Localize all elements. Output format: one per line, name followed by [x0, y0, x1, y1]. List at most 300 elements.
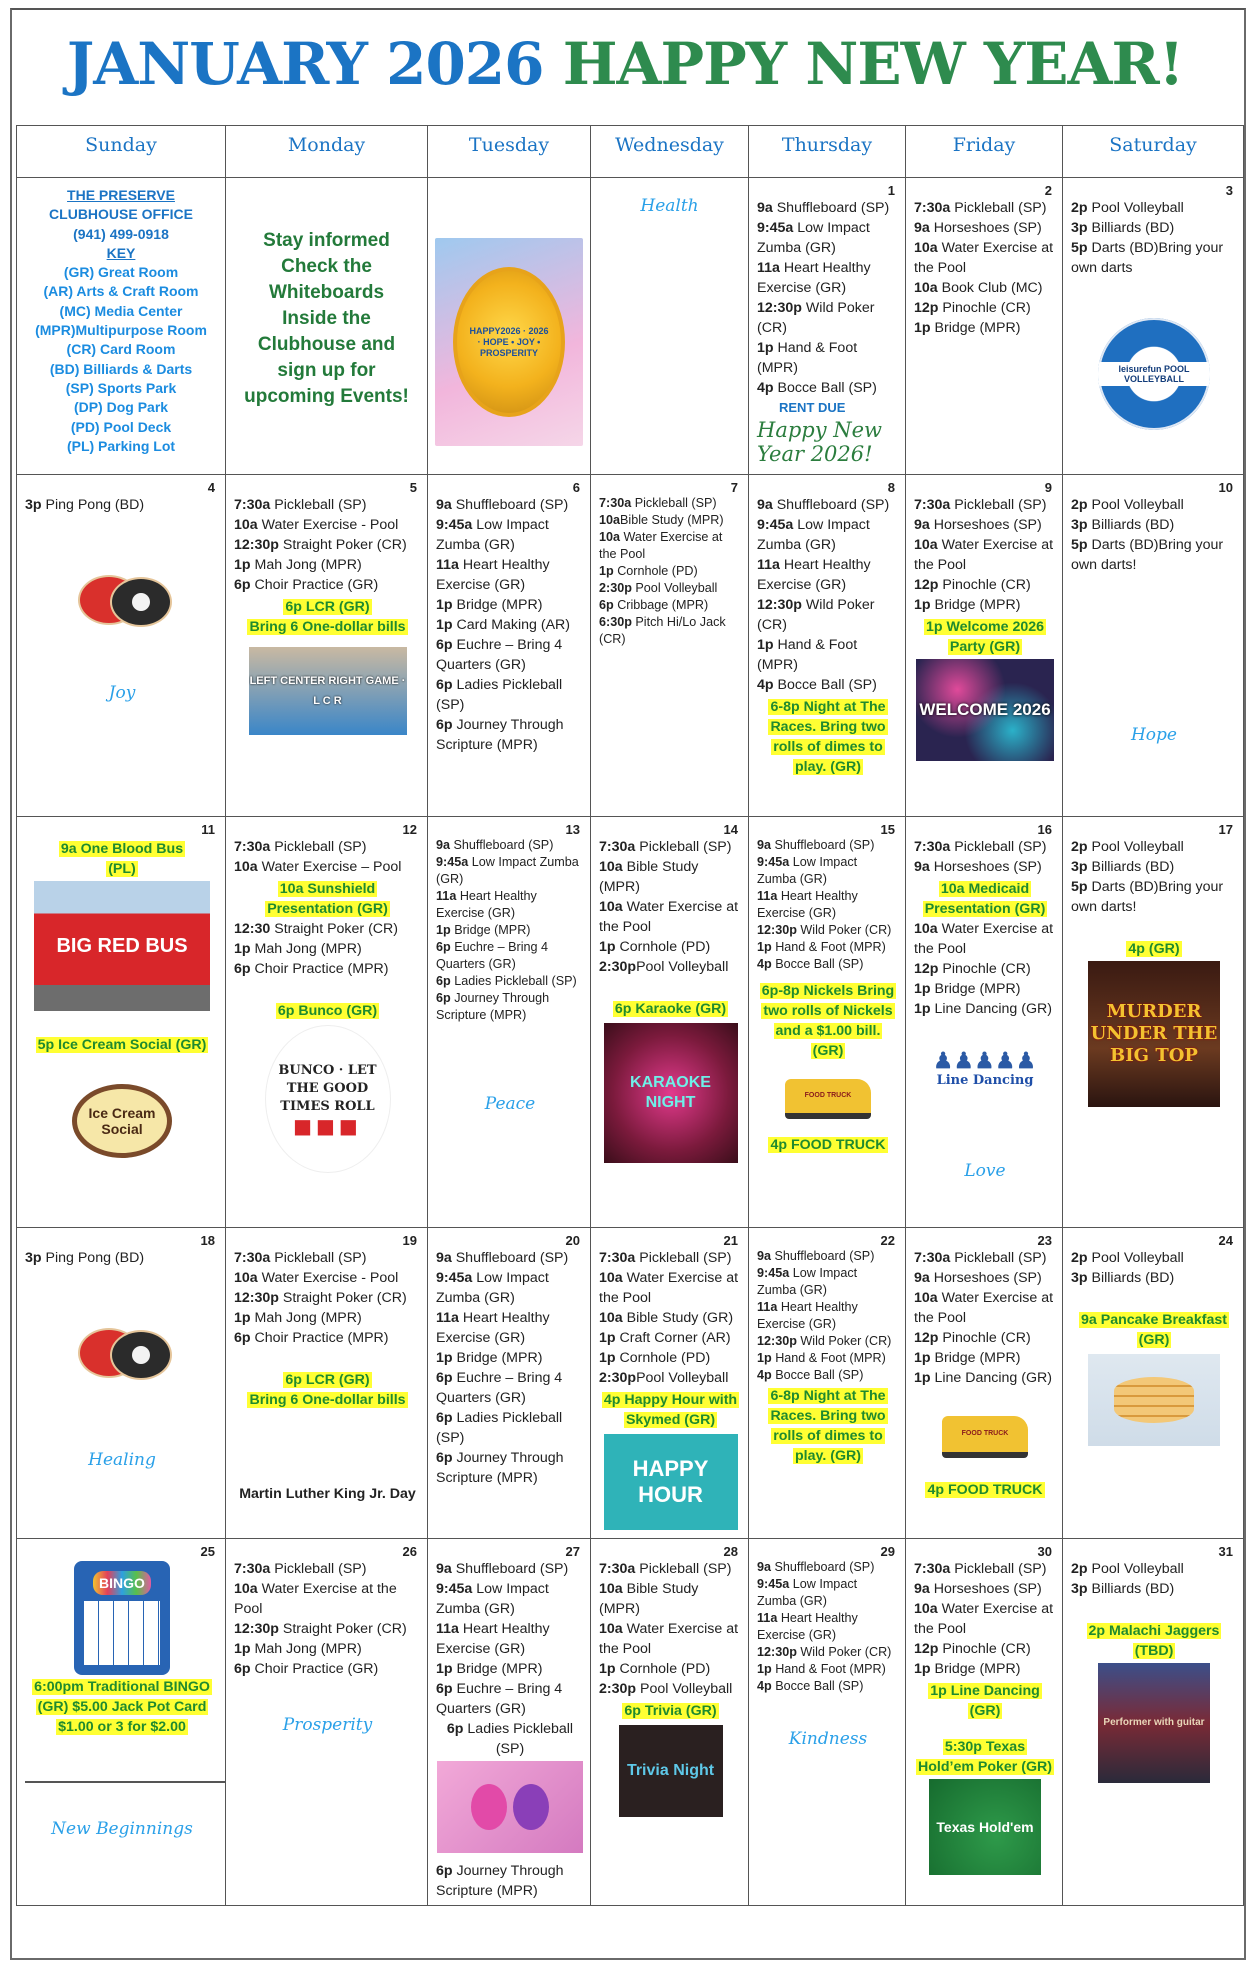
event-time: 1p	[599, 939, 616, 955]
event-title: Line Dancing (GR)	[930, 1370, 1052, 1386]
event-time: 10a	[599, 1581, 623, 1597]
event-time: 6p	[234, 1661, 251, 1677]
event-time: 10a	[599, 513, 621, 527]
event-list	[914, 198, 1056, 338]
event-title: Bocce Ball (SP)	[771, 957, 864, 971]
event-time: 1p	[914, 1001, 931, 1017]
event-item	[914, 495, 1056, 515]
event-item	[436, 1619, 584, 1659]
event-list	[25, 1248, 219, 1268]
event-title: Pickleball (SP)	[631, 496, 717, 510]
day-cell-2[interactable]	[906, 178, 1063, 475]
event-item	[234, 939, 421, 959]
event-item	[757, 888, 899, 922]
coin-text: HAPPY2026 · 2026 · HOPE • JOY • PROSPERITY	[469, 325, 549, 358]
title-month: JANUARY 2026	[66, 30, 544, 98]
event-title: Hand & Foot (MPR)	[771, 1351, 886, 1365]
day-cell-8[interactable]	[749, 475, 906, 817]
event-item	[914, 999, 1056, 1019]
event-item	[1071, 877, 1237, 917]
event-time: 2:30p	[599, 1681, 637, 1697]
happy-hour-image: HAPPY HOUR	[604, 1434, 738, 1530]
event-time: 6p	[234, 1330, 251, 1346]
event-item	[1071, 198, 1237, 218]
event-item	[436, 1659, 584, 1679]
highlighted-event: 6p-8p Nickels Bring two rolls of Nickels and a $1.00 bill. (GR)	[761, 983, 895, 1059]
event-time: 12:30p	[757, 1645, 797, 1659]
day-cell-3[interactable]	[1063, 178, 1244, 475]
event-item	[1071, 218, 1237, 238]
event-item	[1071, 857, 1237, 877]
event-time: 6p	[436, 717, 453, 733]
event-list	[436, 837, 584, 1024]
event-time: 9a	[757, 497, 773, 513]
event-item	[436, 1348, 584, 1368]
day-cell-10[interactable]	[1063, 475, 1244, 817]
day-cell-15[interactable]	[749, 817, 906, 1228]
event-title: Water Exercise at the Pool	[914, 1290, 1054, 1326]
highlighted-event: 2p Malachi Jaggers (TBD)	[1088, 1623, 1220, 1659]
event-title: Hand & Foot (MPR)	[771, 1662, 886, 1676]
event-item	[1071, 495, 1237, 515]
event-title: Euchre – Bring 4 Quarters (GR)	[436, 940, 549, 971]
event-time: 10a	[599, 530, 621, 544]
event-time: 3p	[25, 1250, 42, 1266]
day-number: 26	[402, 1544, 417, 1559]
event-time: 9a	[436, 497, 452, 513]
event-title: Bridge (MPR)	[452, 1661, 543, 1677]
lcr-game-image: LEFT CENTER RIGHT GAME · L C R	[249, 647, 407, 735]
event-time: 2:30p	[599, 581, 632, 595]
day-cell-14[interactable]	[591, 817, 749, 1228]
event-item	[436, 939, 584, 973]
event-item	[436, 888, 584, 922]
word-prosperity: Prosperity	[282, 1715, 373, 1735]
event-title: Bridge (MPR)	[930, 1661, 1021, 1677]
event-item	[599, 1328, 742, 1348]
event-time: 11a	[757, 260, 780, 276]
event-time: 12:30p	[234, 537, 279, 553]
event-title: Pickleball (SP)	[635, 1250, 732, 1266]
day-number: 25	[200, 1544, 215, 1559]
event-time: 6p	[436, 991, 451, 1005]
event-item	[436, 1861, 584, 1901]
event-title: Low Impact Zumba (GR)	[436, 517, 549, 553]
event-item	[914, 1368, 1056, 1388]
event-item	[757, 1644, 899, 1661]
event-item	[914, 857, 1056, 877]
day-number: 2	[1044, 183, 1052, 198]
event-item	[914, 595, 1056, 615]
event-time: 6p	[436, 677, 453, 693]
event-title: Billiards (BD)	[1087, 859, 1175, 875]
event-item	[234, 1639, 421, 1659]
event-time: 9:45a	[436, 855, 469, 869]
key-item: (PD) Pool Deck	[70, 418, 172, 435]
event-time: 9a	[436, 1561, 452, 1577]
event-time: 12p	[914, 300, 939, 316]
day-number: 23	[1037, 1233, 1052, 1248]
day-number: 15	[880, 822, 895, 837]
day-cell-12[interactable]	[226, 817, 428, 1228]
weekday-wednesday: Wednesday	[591, 126, 749, 178]
day-number: 29	[880, 1544, 895, 1559]
event-time: 12p	[914, 1330, 939, 1346]
event-title: Pitch Hi/Lo Jack (CR)	[599, 615, 726, 646]
event-time: 10a	[234, 517, 258, 533]
event-title: Ladies Pickleball (SP)	[463, 1721, 574, 1757]
event-time: 6p	[436, 940, 451, 954]
day-cell-26[interactable]	[226, 1539, 428, 1906]
day-cell-18[interactable]	[17, 1228, 226, 1539]
line-dancing-image: ♟♟♟♟♟ Line Dancing	[933, 1048, 1037, 1088]
day-cell-1[interactable]	[749, 178, 906, 475]
key-item: (DP) Dog Park	[73, 399, 169, 416]
event-time: 9a	[914, 1581, 930, 1597]
event-title: Choir Practice (MPR)	[250, 1330, 389, 1346]
word-peace: Peace	[484, 1094, 536, 1114]
event-time: 10a	[914, 537, 938, 553]
event-title: Ping Pong (BD)	[41, 1250, 145, 1266]
event-item	[436, 1248, 584, 1268]
event-time: 7:30a	[914, 1250, 951, 1266]
event-time: 1p	[914, 597, 931, 613]
event-item	[914, 238, 1056, 278]
event-item	[436, 615, 584, 635]
event-item	[757, 1610, 899, 1644]
ping-pong-image	[72, 1308, 172, 1388]
day-cell-11[interactable]	[17, 817, 226, 1228]
event-time: 2p	[1071, 839, 1088, 855]
key-item: (SP) Sports Park	[65, 379, 177, 396]
event-title: Low Impact Zumba (GR)	[757, 1266, 858, 1297]
event-item	[599, 597, 742, 614]
event-time: 10a	[599, 1310, 623, 1326]
day-cell-9[interactable]	[906, 475, 1063, 817]
event-title: Bocce Ball (SP)	[773, 677, 877, 693]
day-cell-21[interactable]	[591, 1228, 749, 1539]
day-cell-27[interactable]	[428, 1539, 591, 1906]
event-time: 12p	[914, 577, 939, 593]
event-time: 5p	[1071, 240, 1088, 256]
event-item	[234, 1559, 421, 1579]
event-title: Horseshoes (SP)	[929, 517, 1042, 533]
highlighted-event: 4p Happy Hour with Skymed (GR)	[603, 1392, 738, 1428]
event-item	[234, 837, 421, 857]
highlighted-event: 6-8p Night at The Races. Bring two rolls of dimes to play. (GR)	[770, 1388, 886, 1464]
blood-bus-image: BIG RED BUS	[34, 881, 210, 1011]
day-cell-28[interactable]	[591, 1539, 749, 1906]
event-list	[436, 1719, 584, 1759]
event-time: 9a	[914, 859, 930, 875]
happy-new-year-text: Happy New Year 2026!	[757, 418, 883, 466]
event-time: 10a	[599, 859, 623, 875]
event-item	[914, 318, 1056, 338]
event-item	[757, 956, 899, 973]
event-title: Heart Healthy Exercise (GR)	[757, 1611, 858, 1642]
food-truck-image: FOOD TRUCK	[785, 1079, 871, 1119]
event-time: 4p	[757, 1368, 772, 1382]
event-title: Hand & Foot (MPR)	[757, 340, 858, 376]
key-item: (AR) Arts & Craft Room	[43, 283, 199, 300]
event-time: 9a	[914, 1270, 930, 1286]
day-cell-24[interactable]	[1063, 1228, 1244, 1539]
event-title: Journey Through Scripture (MPR)	[436, 1450, 564, 1486]
event-item	[599, 1248, 742, 1268]
event-list	[234, 919, 421, 979]
event-item	[436, 715, 584, 755]
event-title: Heart Healthy Exercise (GR)	[436, 889, 537, 920]
event-time: 1p	[757, 1662, 772, 1676]
event-item	[914, 1639, 1056, 1659]
event-list	[1071, 837, 1237, 917]
event-time: 4p	[757, 380, 774, 396]
bingo-image: BINGO	[74, 1561, 170, 1675]
event-title: Low Impact Zumba (GR)	[436, 1581, 549, 1617]
performer-image: Performer with guitar	[1098, 1663, 1210, 1783]
event-title: Pool Volleyball	[1087, 497, 1184, 513]
highlighted-event: 6:00pm Traditional BINGO (GR) $5.00 Jack Pot Card $1.00 or 3 for $2.00	[34, 1679, 210, 1735]
word-hope: Hope	[1130, 725, 1177, 745]
event-title: Pinochle (CR)	[938, 300, 1031, 316]
event-title: Water Exercise - Pool	[257, 517, 399, 533]
event-title: Pool Volleyball	[636, 1681, 733, 1697]
event-time: 9a	[757, 838, 772, 852]
event-item	[436, 495, 584, 515]
event-time: 10a	[914, 240, 938, 256]
event-time: 1p	[599, 1330, 616, 1346]
day-number: 8	[887, 480, 895, 495]
event-item	[914, 979, 1056, 999]
event-title: Billiards (BD)	[1087, 220, 1175, 236]
event-title: Darts (BD)Bring your own darts!	[1071, 879, 1224, 915]
day-number: 12	[402, 822, 417, 837]
event-title: Pool Volleyball	[636, 1370, 729, 1386]
day-cell-17[interactable]	[1063, 817, 1244, 1228]
event-item	[757, 378, 899, 398]
event-list	[914, 1559, 1056, 1679]
event-item	[757, 338, 899, 378]
day-number: 16	[1037, 822, 1052, 837]
event-list	[436, 1248, 584, 1488]
event-title: Straight Poker (CR)	[270, 921, 399, 937]
day-number: 22	[880, 1233, 895, 1248]
event-title: Water Exercise at the Pool	[914, 921, 1054, 957]
event-time: 12p	[914, 961, 939, 977]
event-item	[1071, 535, 1237, 575]
event-title: Pickleball (SP)	[270, 1250, 367, 1266]
event-time: 9a	[757, 1560, 772, 1574]
event-list	[1071, 198, 1237, 278]
highlighted-event: 5p Ice Cream Social (GR)	[37, 1037, 207, 1053]
day-cell-30[interactable]	[906, 1539, 1063, 1906]
event-item	[914, 1348, 1056, 1368]
event-time: 6p	[234, 961, 251, 977]
event-time: 11a	[436, 1310, 459, 1326]
event-item	[234, 959, 421, 979]
texas-holdem-image: Texas Hold'em	[929, 1779, 1041, 1875]
event-item	[914, 1599, 1056, 1639]
event-title: Pinochle (CR)	[938, 961, 1031, 977]
event-title: Pickleball (SP)	[270, 1561, 367, 1577]
event-time: 3p	[25, 497, 42, 513]
event-title: Pool Volleyball	[636, 959, 729, 975]
event-title: Wild Poker (CR)	[757, 300, 875, 336]
event-time: 11a	[757, 1611, 778, 1625]
event-item	[436, 922, 584, 939]
event-time: 9:45a	[757, 1577, 790, 1591]
event-title: Pickleball (SP)	[950, 497, 1047, 513]
event-time: 4p	[757, 1679, 772, 1693]
event-time: 1p	[757, 1351, 772, 1365]
event-title: Water Exercise at the Pool	[599, 899, 739, 935]
event-list	[1071, 1559, 1237, 1599]
holiday-label: Martin Luther King Jr. Day	[239, 1486, 416, 1502]
event-item	[599, 1368, 742, 1388]
event-item	[436, 973, 584, 990]
event-time: 2p	[1071, 497, 1088, 513]
day-cell-23[interactable]	[906, 1228, 1063, 1539]
day-cell-25[interactable]	[17, 1539, 226, 1906]
event-item	[599, 857, 742, 897]
event-title: Pickleball (SP)	[270, 497, 367, 513]
event-item	[436, 1448, 584, 1488]
day-number: 3	[1225, 183, 1233, 198]
event-time: 11a	[436, 889, 457, 903]
event-time: 4p	[757, 957, 772, 971]
event-item	[599, 1579, 742, 1619]
event-list	[234, 495, 421, 595]
word-health: Health	[640, 196, 699, 216]
event-item	[599, 1268, 742, 1308]
day-cell-6[interactable]	[428, 475, 591, 817]
event-title: Pickleball (SP)	[635, 839, 732, 855]
day-cell-20[interactable]	[428, 1228, 591, 1539]
day-cell-31[interactable]	[1063, 1539, 1244, 1906]
room-key	[17, 178, 225, 456]
event-title: Pickleball (SP)	[950, 839, 1047, 855]
highlighted-event: 4p FOOD TRUCK	[770, 1137, 886, 1153]
weekday-friday: Friday	[906, 126, 1063, 178]
event-title: Bridge (MPR)	[452, 597, 543, 613]
event-time: 9a	[436, 838, 451, 852]
event-time: 10a	[599, 899, 623, 915]
event-title: Horseshoes (SP)	[929, 859, 1042, 875]
event-item	[1071, 1579, 1237, 1599]
event-title: Ladies Pickleball (SP)	[436, 1410, 563, 1446]
event-title: Heart Healthy Exercise (GR)	[436, 557, 550, 593]
highlighted-event: 10a Sunshield Presentation (GR)	[267, 881, 388, 917]
event-item	[599, 837, 742, 857]
event-item	[914, 218, 1056, 238]
event-time: 1p	[436, 1350, 453, 1366]
event-list	[1071, 495, 1237, 575]
day-cell-16[interactable]	[906, 817, 1063, 1228]
event-title: Shuffleboard (SP)	[772, 200, 890, 216]
calendar-grid	[16, 125, 1244, 1963]
event-time: 6p	[436, 1681, 453, 1697]
event-item	[757, 1559, 899, 1576]
event-item	[757, 258, 899, 298]
event-time: 1p	[757, 940, 772, 954]
event-time: 1p	[436, 617, 453, 633]
event-time: 1p	[757, 637, 774, 653]
day-number: 1	[887, 183, 895, 198]
event-item	[1071, 837, 1237, 857]
event-title: Book Club (MC)	[937, 280, 1043, 296]
week-row-5	[17, 1539, 1244, 1906]
event-item	[234, 1579, 421, 1619]
event-title: Bridge (MPR)	[930, 981, 1021, 997]
event-title: Cornhole (PD)	[615, 1661, 711, 1677]
day-number: 20	[565, 1233, 580, 1248]
murder-big-top-image: MURDER UNDER THE BIG TOP	[1088, 961, 1220, 1107]
event-title: Bible Study (GR)	[622, 1310, 734, 1326]
day-cell-4[interactable]	[17, 475, 226, 817]
event-time: 7:30a	[234, 1250, 271, 1266]
event-title: Wild Poker (CR)	[796, 1334, 892, 1348]
highlighted-event: 6p LCR (GR) Bring 6 One-dollar bills	[249, 599, 406, 635]
day-number: 27	[565, 1544, 580, 1559]
event-item	[599, 580, 742, 597]
event-item	[914, 1268, 1056, 1288]
event-time: 10a	[914, 1290, 938, 1306]
event-list	[757, 198, 899, 398]
event-title: Heart Healthy Exercise (GR)	[757, 557, 871, 593]
event-item	[436, 837, 584, 854]
word-love: Love	[964, 1161, 1006, 1181]
event-title: Water Exercise at the Pool	[599, 1270, 739, 1306]
event-title: Heart Healthy Exercise (GR)	[436, 1310, 550, 1346]
event-item	[599, 529, 742, 563]
event-title: Low Impact Zumba (GR)	[757, 1577, 858, 1608]
day-cell-29[interactable]	[749, 1539, 906, 1906]
event-item	[757, 1333, 899, 1350]
event-list	[599, 837, 742, 977]
event-item	[436, 1579, 584, 1619]
event-time: 10a	[599, 1270, 623, 1286]
day-cell-7[interactable]	[591, 475, 749, 817]
event-item	[234, 575, 421, 595]
day-number: 9	[1044, 480, 1052, 495]
event-item	[1071, 1559, 1237, 1579]
event-title: Low Impact Zumba (GR)	[757, 517, 870, 553]
event-item	[757, 298, 899, 338]
day-cell-13[interactable]	[428, 817, 591, 1228]
footer-blank-cell	[17, 1906, 1244, 1963]
event-time: 7:30a	[599, 496, 632, 510]
event-title: Craft Corner (AR)	[615, 1330, 731, 1346]
event-item	[436, 635, 584, 675]
highlighted-event: 1p Welcome 2026 Party (GR)	[925, 619, 1045, 655]
event-time: 1p	[436, 597, 453, 613]
event-item	[599, 1308, 742, 1328]
event-item	[914, 535, 1056, 575]
day-cell-22[interactable]	[749, 1228, 906, 1539]
event-title: Bible Study (MPR)	[620, 513, 724, 527]
event-title: Hand & Foot (MPR)	[771, 940, 886, 954]
event-title: Bridge (MPR)	[452, 1350, 543, 1366]
day-cell-5[interactable]	[226, 475, 428, 817]
event-item	[436, 1679, 584, 1719]
pancakes-image	[1088, 1354, 1220, 1446]
event-item	[757, 515, 899, 555]
day-number: 14	[723, 822, 738, 837]
event-time: 2:30p	[599, 1370, 637, 1386]
event-title: Water Exercise at the Pool	[599, 530, 723, 561]
day-cell-19[interactable]	[226, 1228, 428, 1539]
event-title: Water Exercise - Pool	[257, 1270, 399, 1286]
